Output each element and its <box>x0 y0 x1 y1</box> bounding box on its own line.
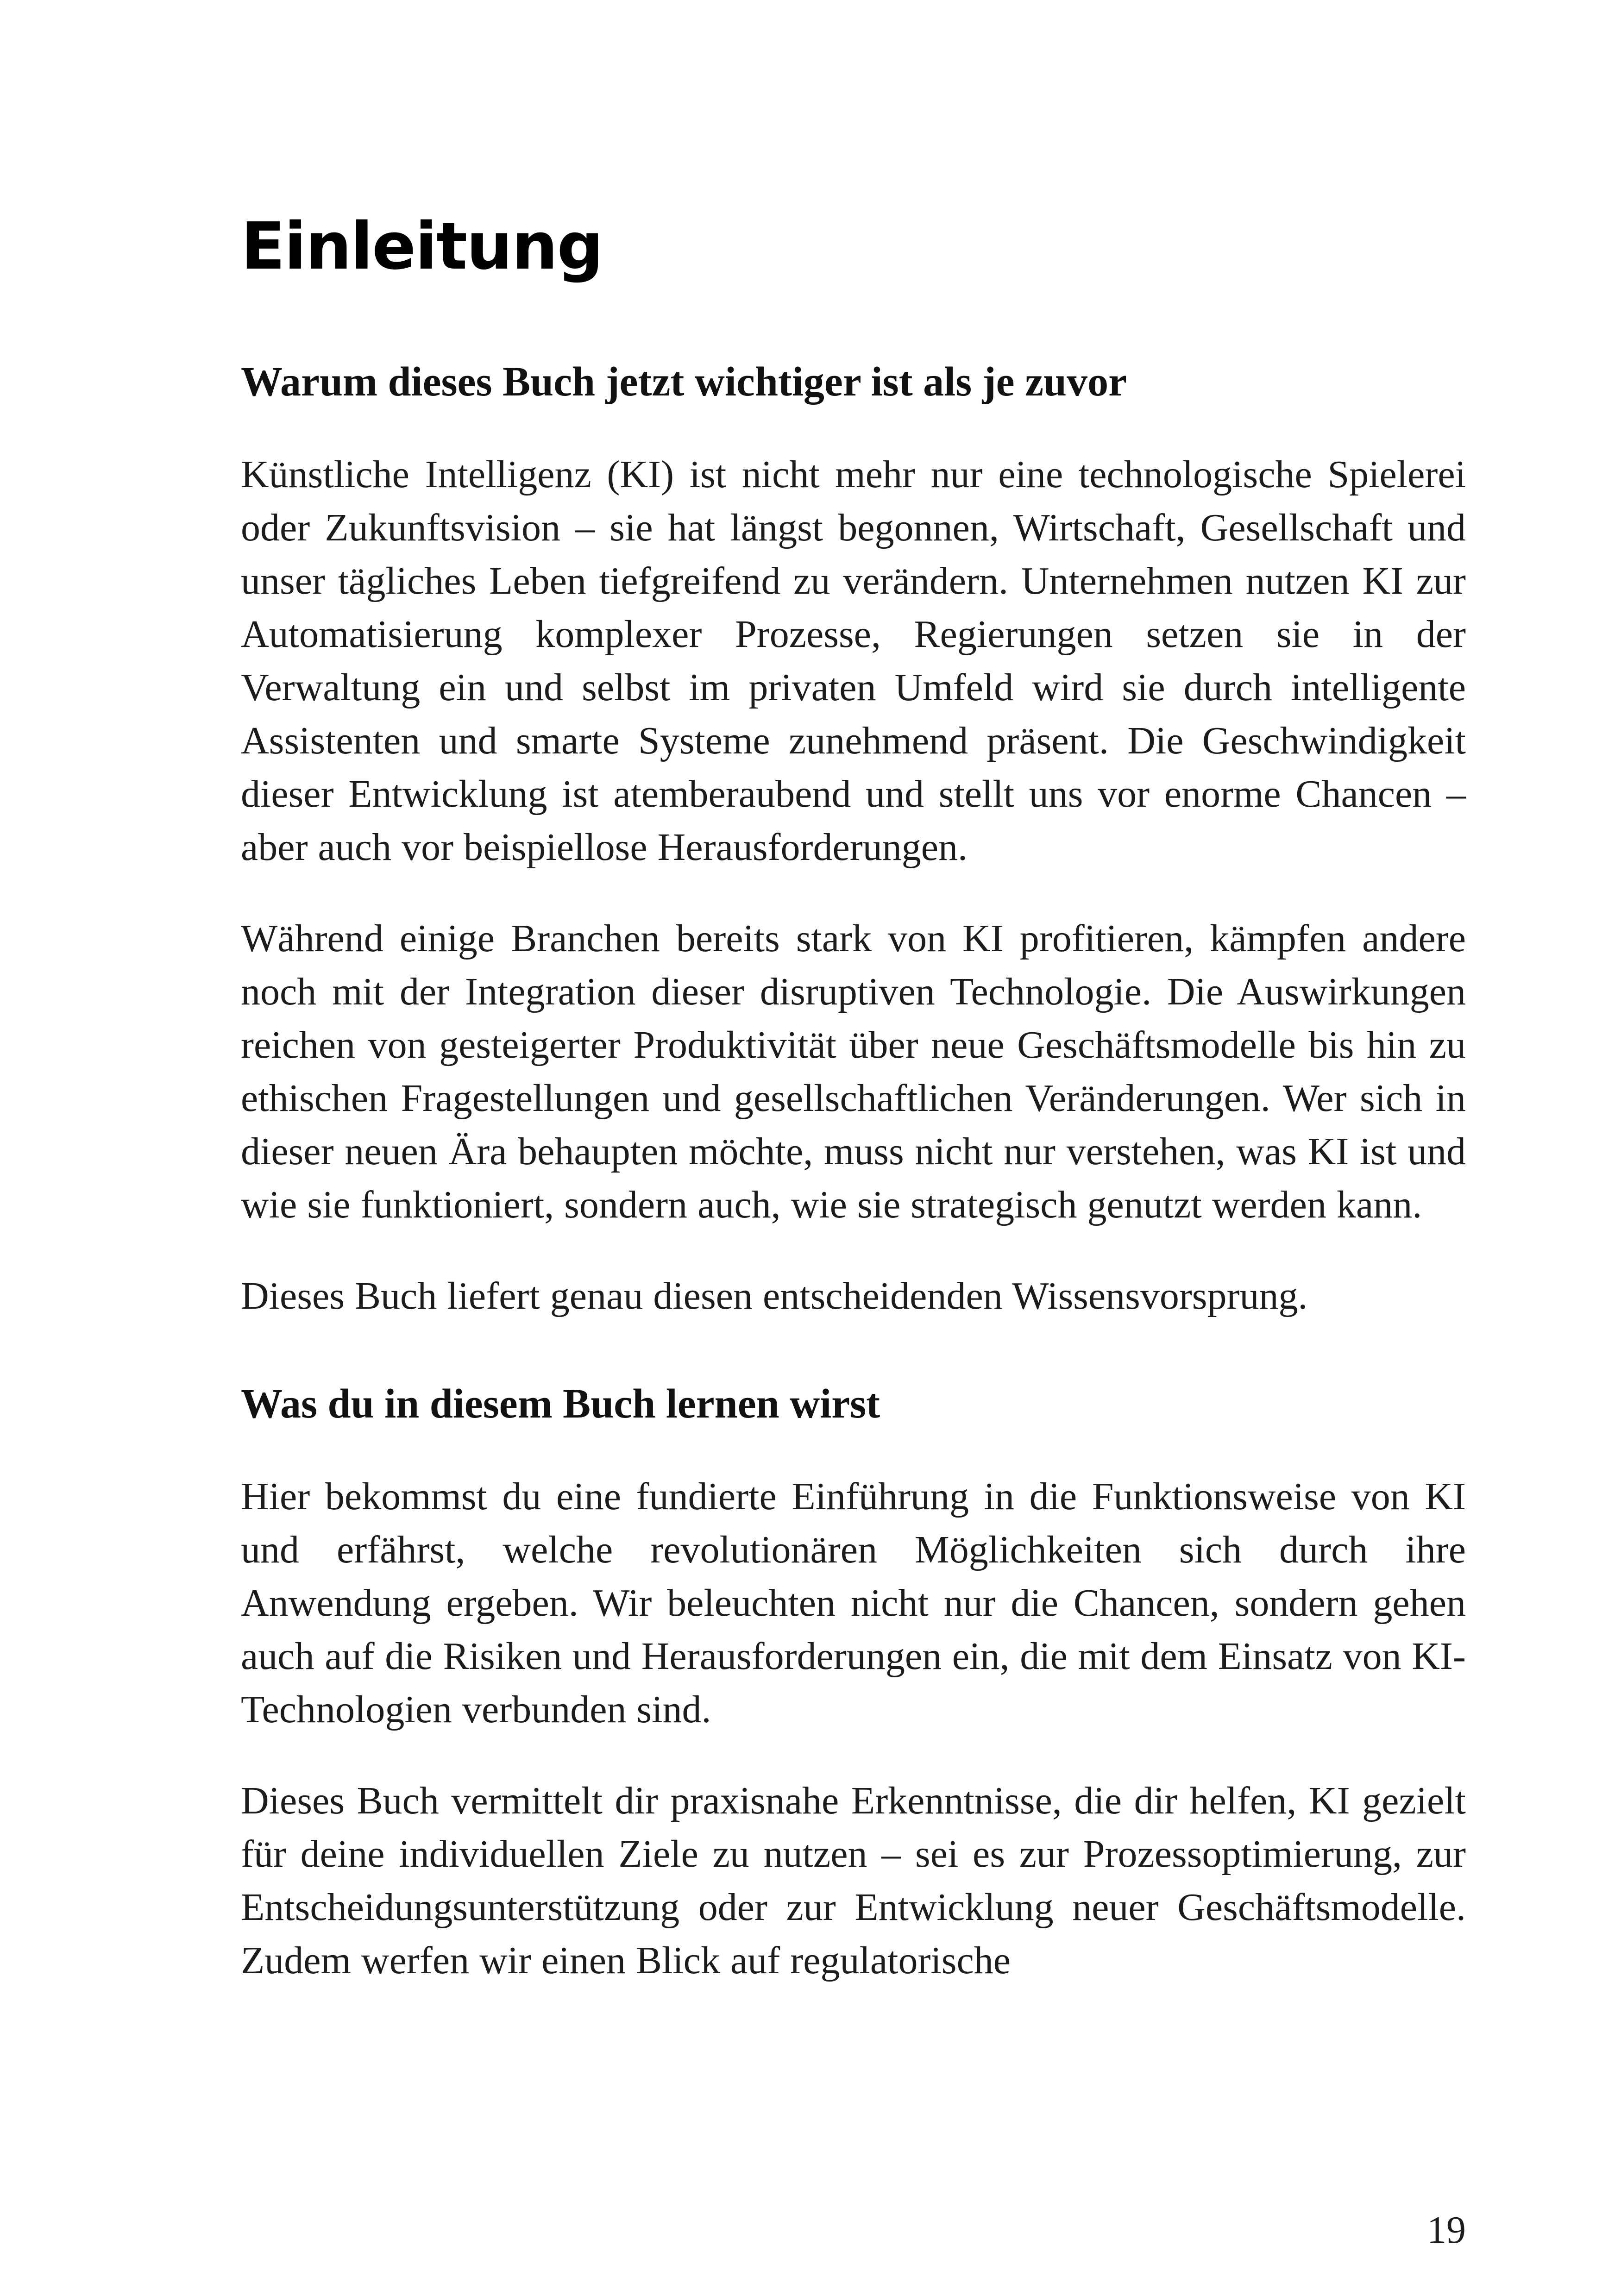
paragraph: Hier bekommst du eine fundierte Einführung in die Funktionsweise von KI und erfährst, welche revolutionären Möglichkeiten sich durch ihre Anwendung ergeben. Wir beleuchten nicht nur die Chancen, sondern gehen auch auf die Risiken und Herausforderungen ein, die mit dem Einsatz von KI-Technologien verbunden sind. <box>241 1475 1466 1731</box>
paragraph: Künstliche Intelligenz (KI) ist nicht mehr nur eine technologische Spielerei oder Zukunftsvision – sie hat längst begonnen, Wirtschaft, Gesellschaft und unser tägliches Leben tiefgreifend zu verändern. Unternehmen nutzen KI zur Automatisierung komplexer Prozesse, Regierungen setzen sie in der Verwaltung ein und selbst im privaten Umfeld wird sie durch intelligente Assistenten und smarte Systeme zunehmend präsent. Die Geschwindigkeit dieser Entwicklung ist atemberaubend und stellt uns vor enorme Chancen – aber auch vor beispiellose Herausforderungen. <box>241 452 1466 869</box>
chapter-title: Einleitung <box>241 209 603 284</box>
section-what-you-learn <box>241 1377 1466 1987</box>
paragraph: Während einige Branchen bereits stark von KI profitieren, kämpfen andere noch mit der Integration dieser disruptiven Technologie. Die Auswirkungen reichen von gesteigerter Produktivität über neue Geschäftsmodelle bis hin zu ethischen Fragestellungen und gesellschaftlichen Veränderungen. Wer sich in dieser neuen Ära behaupten möchte, muss nicht nur verstehen, was KI ist und wie sie funktioniert, sondern auch, wie sie strategisch genutzt werden kann. <box>241 916 1466 1226</box>
section-why-important <box>241 355 1466 1323</box>
paragraph: Dieses Buch liefert genau diesen entscheidenden Wissensvorsprung. <box>241 1274 1308 1317</box>
page-number: 19 <box>1427 2208 1466 2252</box>
paragraph: Dieses Buch vermittelt dir praxisnahe Erkenntnisse, die dir helfen, KI gezielt für deine individuellen Ziele zu nutzen – sei es zur Prozessoptimierung, zur Entscheidungsunterstützung oder zur Entwicklung neuer Geschäftsmodelle. Zudem werfen wir einen Blick auf regulatorische <box>241 1779 1466 1982</box>
section-heading: Was du in diesem Buch lernen wirst <box>241 1380 880 1427</box>
section-heading: Warum dieses Buch jetzt wichtiger ist als je zuvor <box>241 358 1127 405</box>
